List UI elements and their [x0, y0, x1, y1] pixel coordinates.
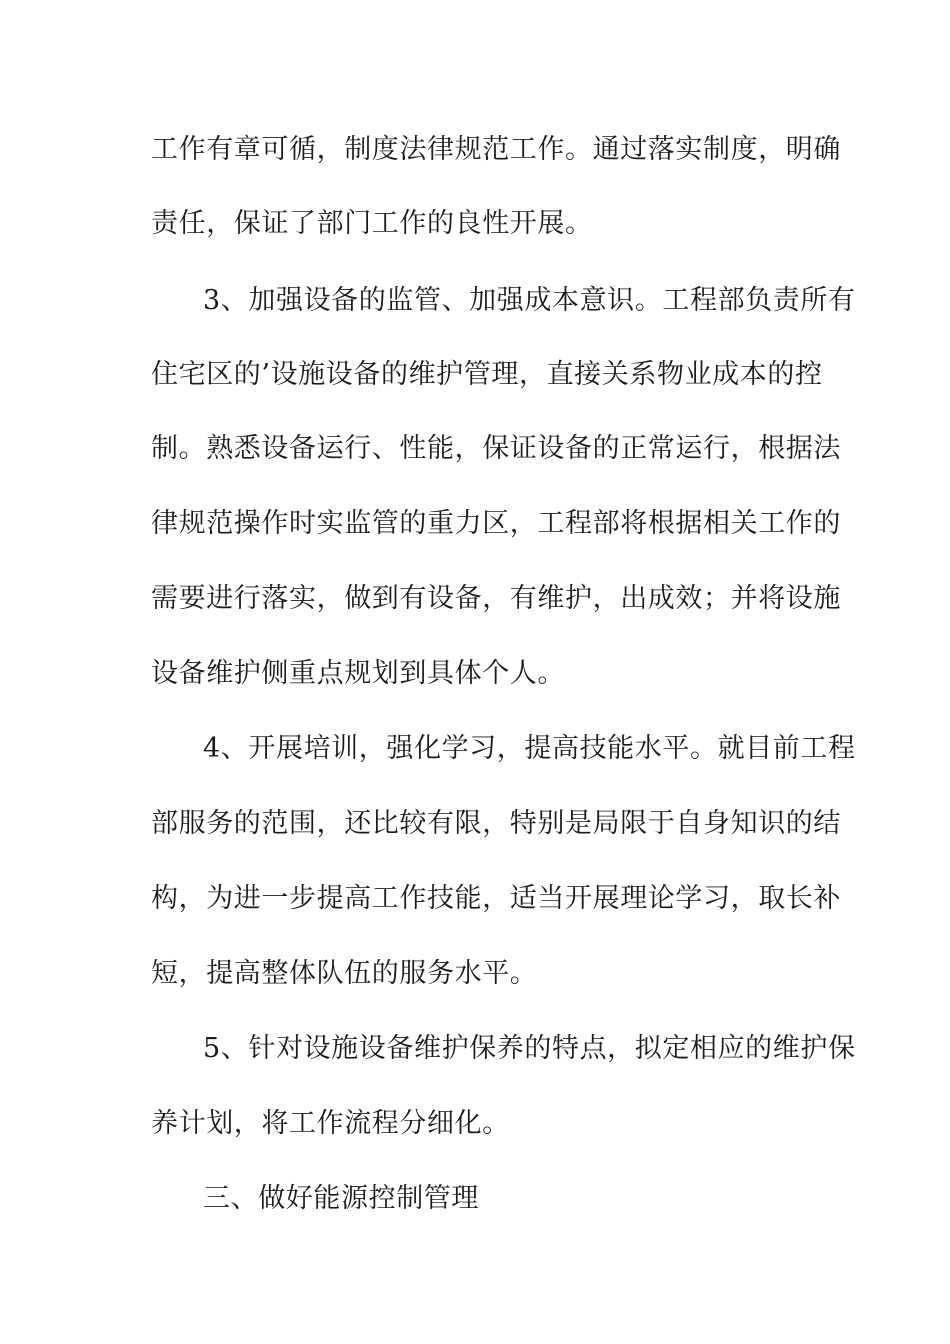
- text-line: 构，为进一步提高工作技能，适当开展理论学习，取长补: [151, 883, 841, 914]
- text-line: 住宅区的’设施设备的维护管理，直接关系物业成本的控: [151, 359, 823, 390]
- text-line: 设备维护侧重点规划到具体个人。: [151, 658, 565, 689]
- section-heading: 三、做好能源控制管理: [203, 1183, 479, 1214]
- text-line: 责任，保证了部门工作的良性开展。: [151, 208, 593, 239]
- text-line: 律规范操作时实监管的重力区，工程部将根据相关工作的: [151, 508, 841, 539]
- text-line: 制。熟悉设备运行、性能，保证设备的正常运行，根据法: [151, 433, 841, 464]
- text-line: 4、开展培训，强化学习，提高技能水平。就目前工程: [203, 733, 856, 764]
- text-line: 短，提高整体队伍的服务水平。: [151, 958, 538, 989]
- text-line: 5、针对设施设备维护保养的特点，拟定相应的维护保: [203, 1033, 856, 1064]
- text-line: 3、加强设备的监管、加强成本意识。工程部负责所有: [203, 285, 856, 316]
- text-line: 需要进行落实，做到有设备，有维护，出成效；并将设施: [151, 583, 841, 614]
- text-line: 工作有章可循，制度法律规范工作。通过落实制度，明确: [151, 134, 841, 165]
- text-line: 部服务的范围，还比较有限，特别是局限于自身知识的结: [151, 808, 841, 839]
- text-line: 养计划，将工作流程分细化。: [151, 1108, 510, 1139]
